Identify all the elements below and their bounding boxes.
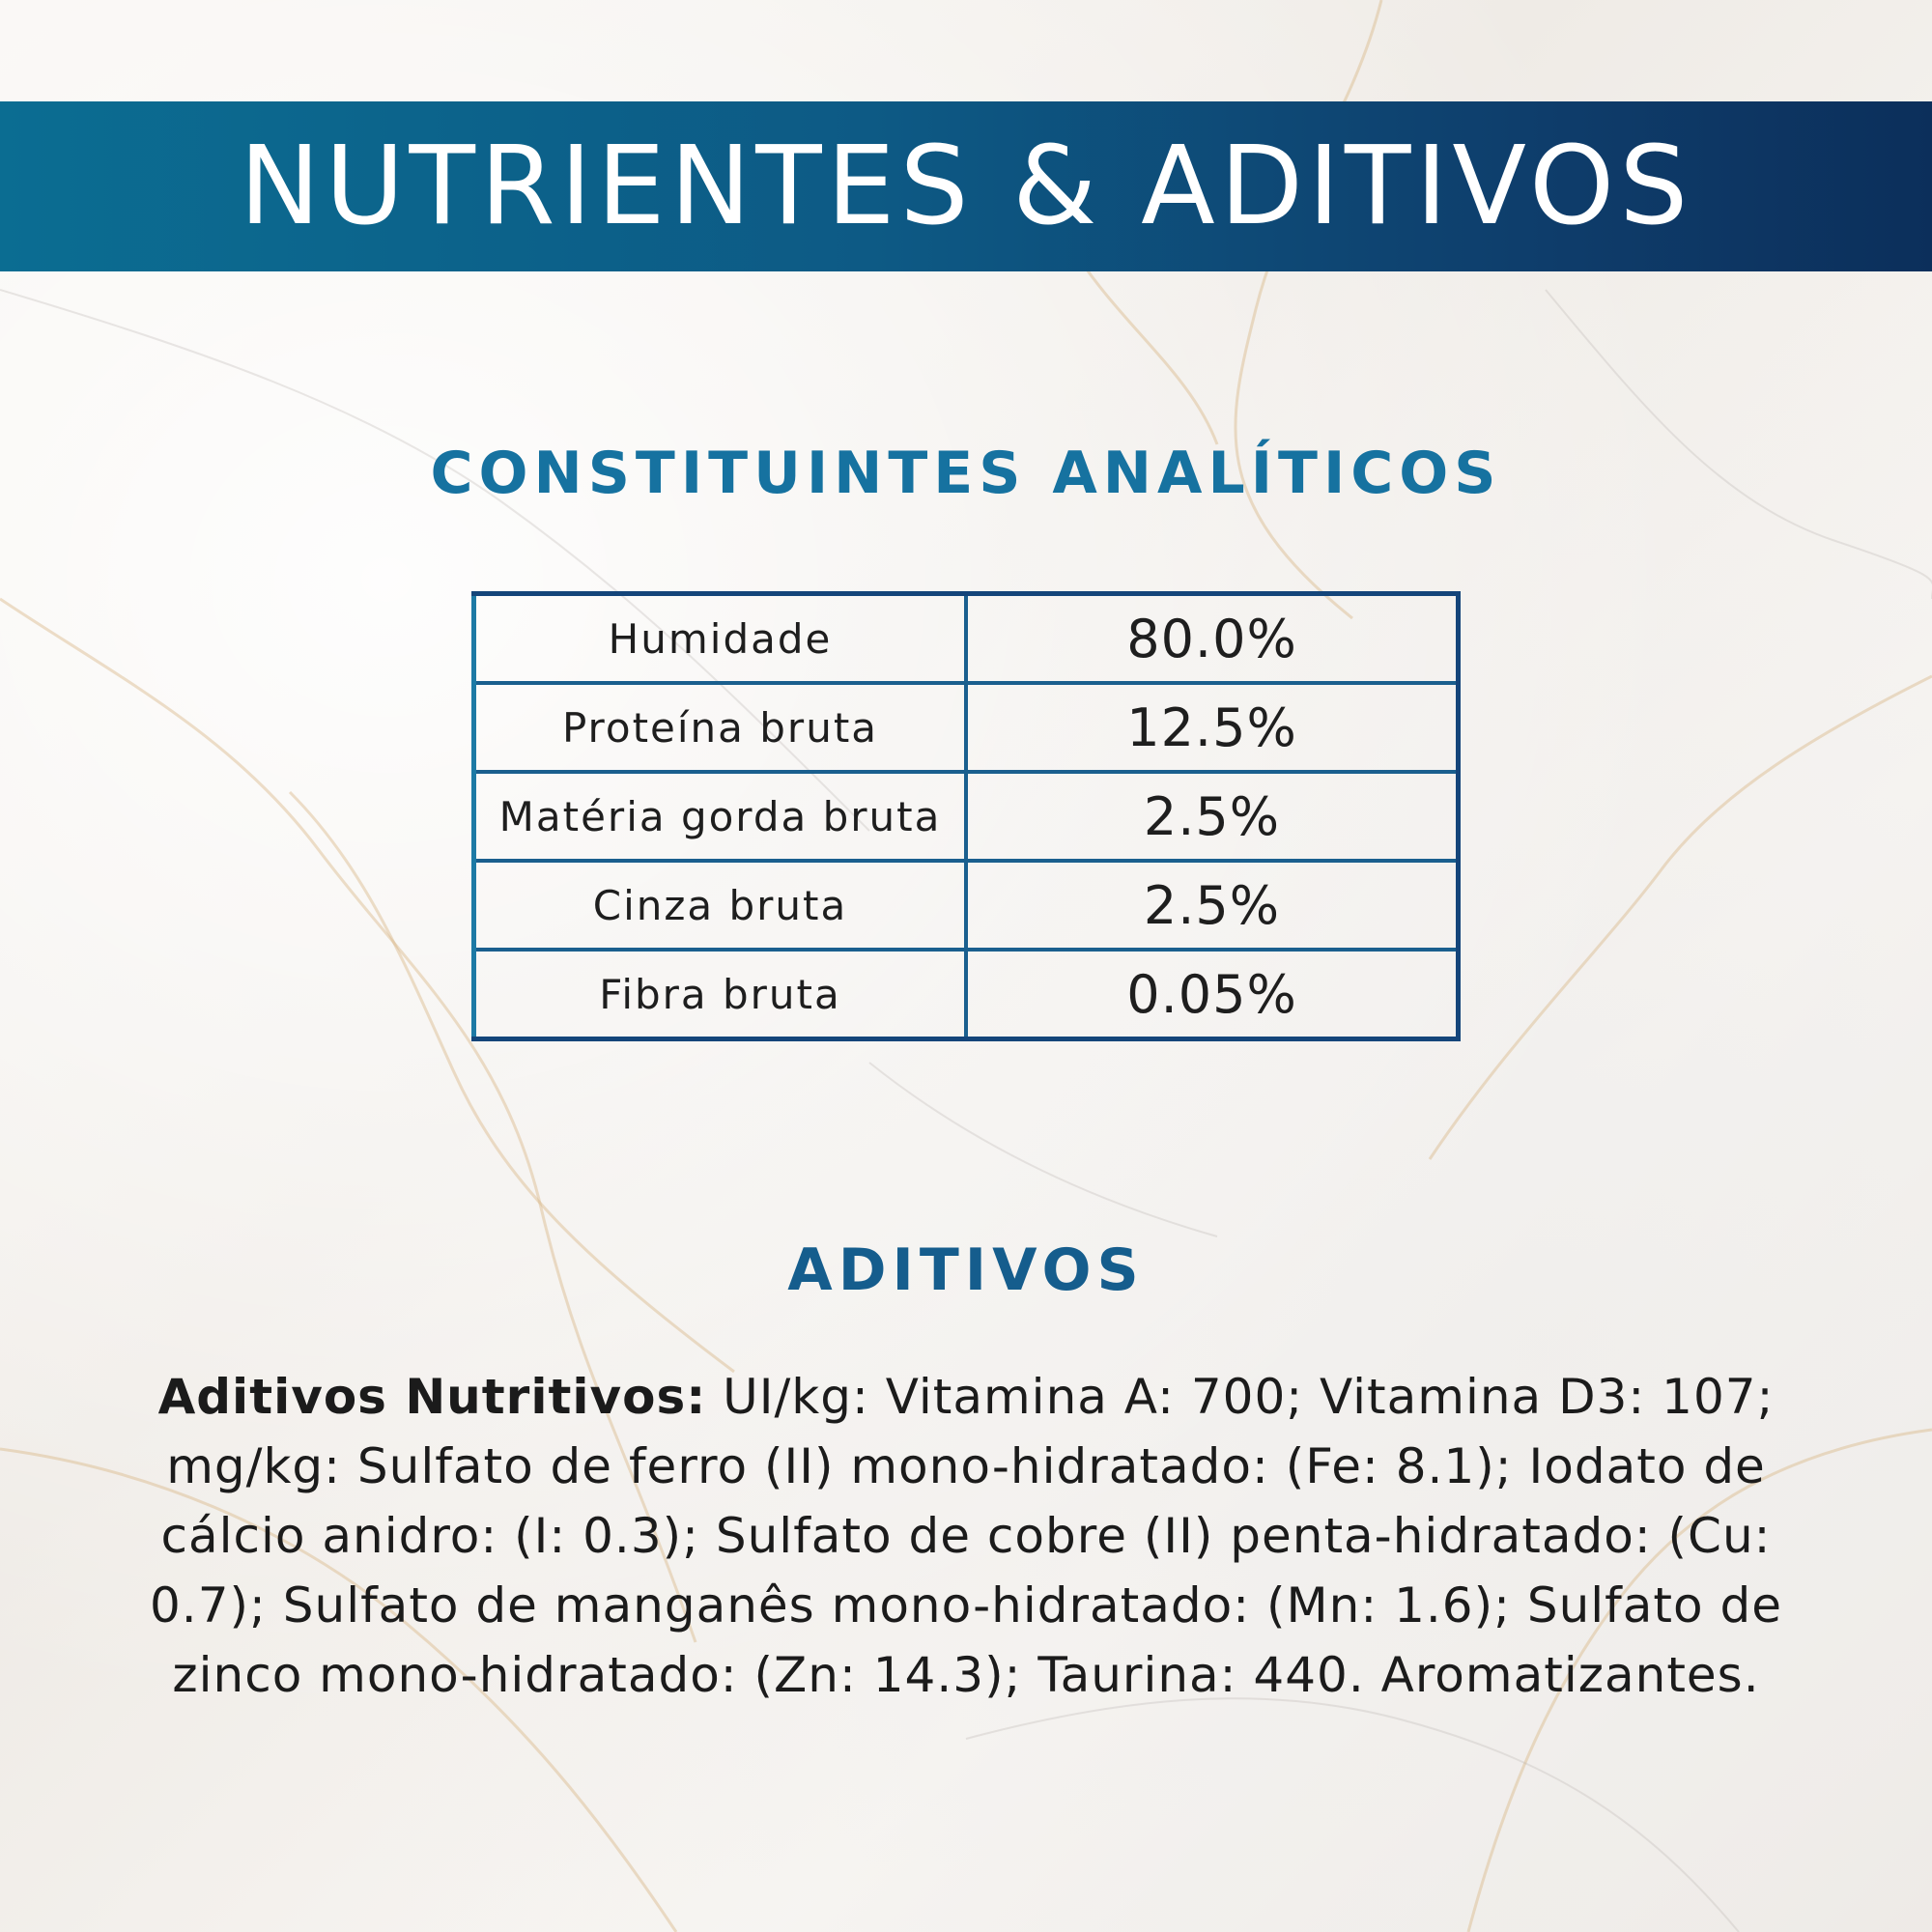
constituent-name: Proteína bruta bbox=[474, 683, 967, 772]
additives-text bbox=[106, 1362, 1826, 1710]
constituent-value: 2.5% bbox=[966, 772, 1459, 861]
constituent-name: Fibra bruta bbox=[474, 950, 967, 1039]
table-row bbox=[474, 950, 1459, 1039]
table-row bbox=[474, 594, 1459, 684]
constituent-value: 0.05% bbox=[966, 950, 1459, 1039]
constituent-value: 12.5% bbox=[966, 683, 1459, 772]
table-row bbox=[474, 772, 1459, 861]
additives-body: UI/kg: Vitamina A: 700; Vitamina D3: 107; mg/kg: Sulfato de ferro (II) mono-hidratado: (Fe: 8.1); Iodato de cálcio anidro: (I: 0.3); Sulfato de cobre (II) penta-hidratado: (Cu: 0.7); Sulfato de manganês mono-hidratado: (Mn: 1.6); Sulfato de zinco mono-hidratado: (Zn: 14.3); Taurina: 440. Aromatizantes. bbox=[150, 1369, 1782, 1703]
additives-lead: Aditivos Nutritivos: bbox=[157, 1369, 707, 1425]
page-title: NUTRIENTES & ADITIVOS bbox=[239, 124, 1693, 249]
header-banner bbox=[0, 101, 1932, 271]
constituent-name: Humidade bbox=[474, 594, 967, 684]
constituent-name: Cinza bruta bbox=[474, 861, 967, 950]
constituent-name: Matéria gorda bruta bbox=[474, 772, 967, 861]
table-row bbox=[474, 683, 1459, 772]
constituent-value: 80.0% bbox=[966, 594, 1459, 684]
constituent-value: 2.5% bbox=[966, 861, 1459, 950]
table-row bbox=[474, 861, 1459, 950]
constituents-table bbox=[471, 591, 1461, 1041]
additives-heading: ADITIVOS bbox=[787, 1236, 1145, 1304]
constituents-heading: CONSTITUINTES ANALÍTICOS bbox=[430, 440, 1502, 507]
